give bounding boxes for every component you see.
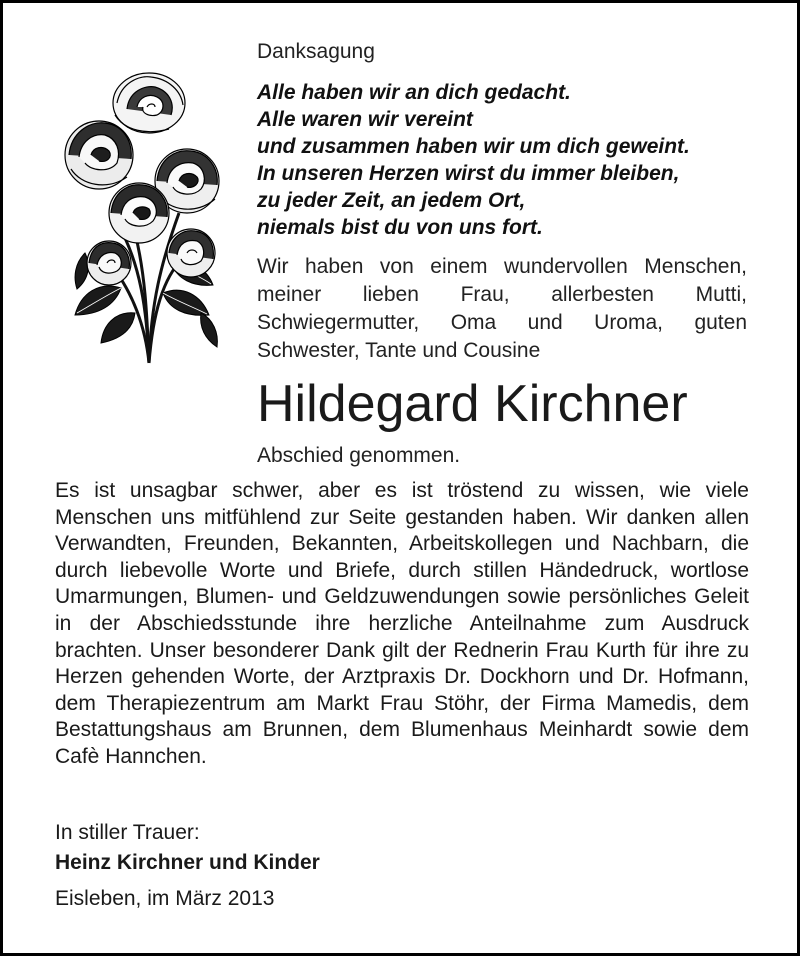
signers: Heinz Kirchner und Kinder [55,851,320,874]
poem-line: Alle waren wir vereint [257,108,473,131]
notice-heading: Danksagung [257,40,375,63]
intro-text: Wir haben von einem wundervollen Menschen, meiner lieben Frau, allerbesten Mutti, Schwiegermutter, Oma und Uroma, guten Schwester, Tante und Cousine [257,255,747,362]
poem-line: und zusammen haben wir um dich geweint. [257,135,690,158]
poem-line: niemals bist du von uns fort. [257,216,543,239]
roses-illustration [51,63,226,378]
deceased-name: Hildegard Kirchner [257,375,688,433]
thanks-paragraph: Es ist unsagbar schwer, aber es ist tröstend zu wissen, wie viele Menschen uns mitfühlend zur Seite gestanden haben. Wir danken allen Verwandten, Freunden, Bekannten, Arbeitskollegen und Nachbarn, die durch liebevolle Worte und Briefe, durch stillen Händedruck, wortlose Umarmungen, Blumen- und Geldzuwendungen sowie persönliches Geleit in der Abschiedsstunde ihre herzliche Anteilnahme zum Ausdruck brachten. Unser besonderer Dank gilt der Rednerin Frau Kurth für ihre zu Herzen gehenden Worte, der Arztpraxis Dr. Dockhorn und Dr. Hofmann, dem Therapiezentrum am Markt Frau Stöhr, der Firma Mamedis, dem Bestattungshaus am Brunnen, dem Blumenhaus Meinhardt sowie dem Cafè Hannchen. [55,479,749,768]
memorial-poem [257,79,777,241]
farewell-text: Abschied genommen. [257,444,461,467]
poem-line: zu jeder Zeit, an jedem Ort, [257,189,526,212]
poem-line: Alle haben wir an dich gedacht. [257,81,571,104]
closing-block [55,818,749,914]
mourning-line: In stiller Trauer: [55,821,200,844]
place-date: Eisleben, im März 2013 [55,887,275,910]
poem-line: In unseren Herzen wirst du immer bleiben, [257,162,680,185]
